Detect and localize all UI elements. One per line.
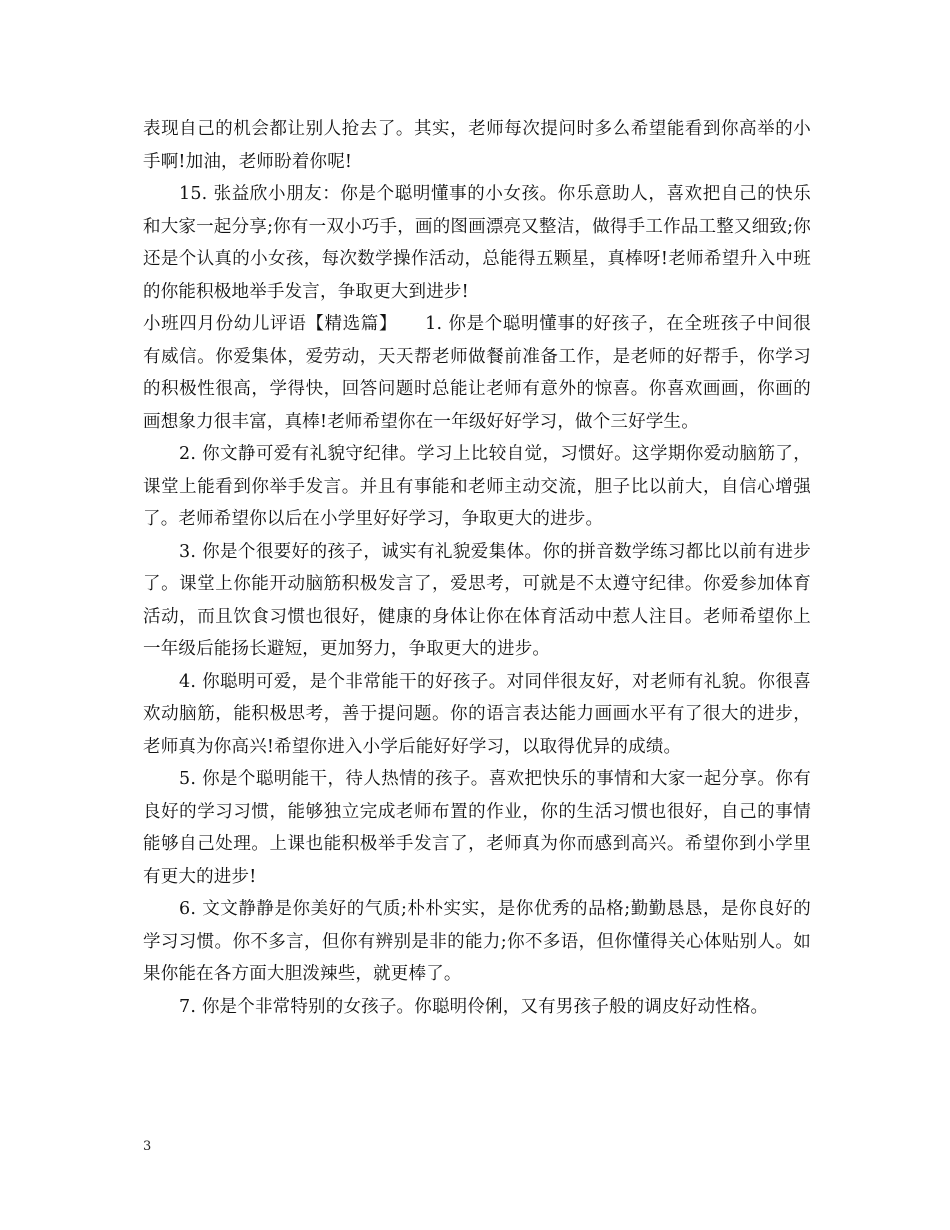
paragraph-item-6: 6. 文文静静是你美好的气质;朴朴实实，是你优秀的品格;勤勤恳恳，是你良好的学习习惯。你不多言，但你有辨别是非的能力;你不多语，但你懂得关心体贴别人。如果你能在各方面大胆泼辣些，就更棒了。 (143, 899, 811, 984)
section-paragraph (143, 308, 811, 438)
page-number: 3 (143, 1139, 152, 1154)
document-body (143, 113, 811, 1023)
paragraph-item-2: 2. 你文静可爱有礼貌守纪律。学习上比较自觉，习惯好。这学期你爱动脑筋了，课堂上能看到你举手发言。并且有事能和老师主动交流，胆子比以前大，自信心增强了。老师希望你以后在小学里好好学习，争取更大的进步。 (143, 444, 811, 529)
paragraph-item-15: 15. 张益欣小朋友：你是个聪明懂事的小女孩。你乐意助人，喜欢把自己的快乐和大家一起分享;你有一双小巧手，画的图画漂亮又整洁，做得手工作品工整又细致;你还是个认真的小女孩，每次数学操作活动，总能得五颗星，真棒呀!老师希望升入中班的你能积极地举手发言，争取更大到进步! (143, 184, 811, 302)
paragraph-item-1: 1. 你是个聪明懂事的好孩子，在全班孩子中间很有威信。你爱集体，爱劳动，天天帮老师做餐前准备工作，是老师的好帮手，你学习的积极性很高，学得快，回答问题时总能让老师有意外的惊喜。你喜欢画画，你画的画想象力很丰富，真棒!老师希望你在一年级好好学习，做个三好学生。 (143, 314, 811, 432)
paragraph-item-3: 3. 你是个很要好的孩子，诚实有礼貌爱集体。你的拼音数学练习都比以前有进步了。课堂上你能开动脑筋积极发言了，爱思考，可就是不太遵守纪律。你爱参加体育活动，而且饮食习惯也很好，健康的身体让你在体育活动中惹人注目。老师希望你上一年级后能扬长避短，更加努力，争取更大的进步。 (143, 541, 811, 659)
paragraph-item-7: 7. 你是个非常特别的女孩子。你聪明伶俐，又有男孩子般的调皮好动性格。 (179, 996, 769, 1017)
paragraph-item-4: 4. 你聪明可爱，是个非常能干的好孩子。对同伴很友好，对老师有礼貌。你很喜欢动脑筋，能积极思考，善于提问题。你的语言表达能力画画水平有了很大的进步，老师真为你高兴!希望你进入小学后能好好学习，以取得优异的成绩。 (143, 671, 811, 757)
paragraph-item-5: 5. 你是个聪明能干，待人热情的孩子。喜欢把快乐的事情和大家一起分享。你有良好的学习习惯，能够独立完成老师布置的作业，你的生活习惯也很好，自己的事情能够自己处理。上课也能积极举手发言了，老师真为你而感到高兴。希望你到小学里有更大的进步! (143, 769, 811, 887)
section-heading: 小班四月份幼儿评语【精选篇】 (143, 314, 398, 334)
paragraph-continuation: 表现自己的机会都让别人抢去了。其实，老师每次提问时多么希望能看到你高举的小手啊!加油，老师盼着你呢! (143, 119, 811, 172)
